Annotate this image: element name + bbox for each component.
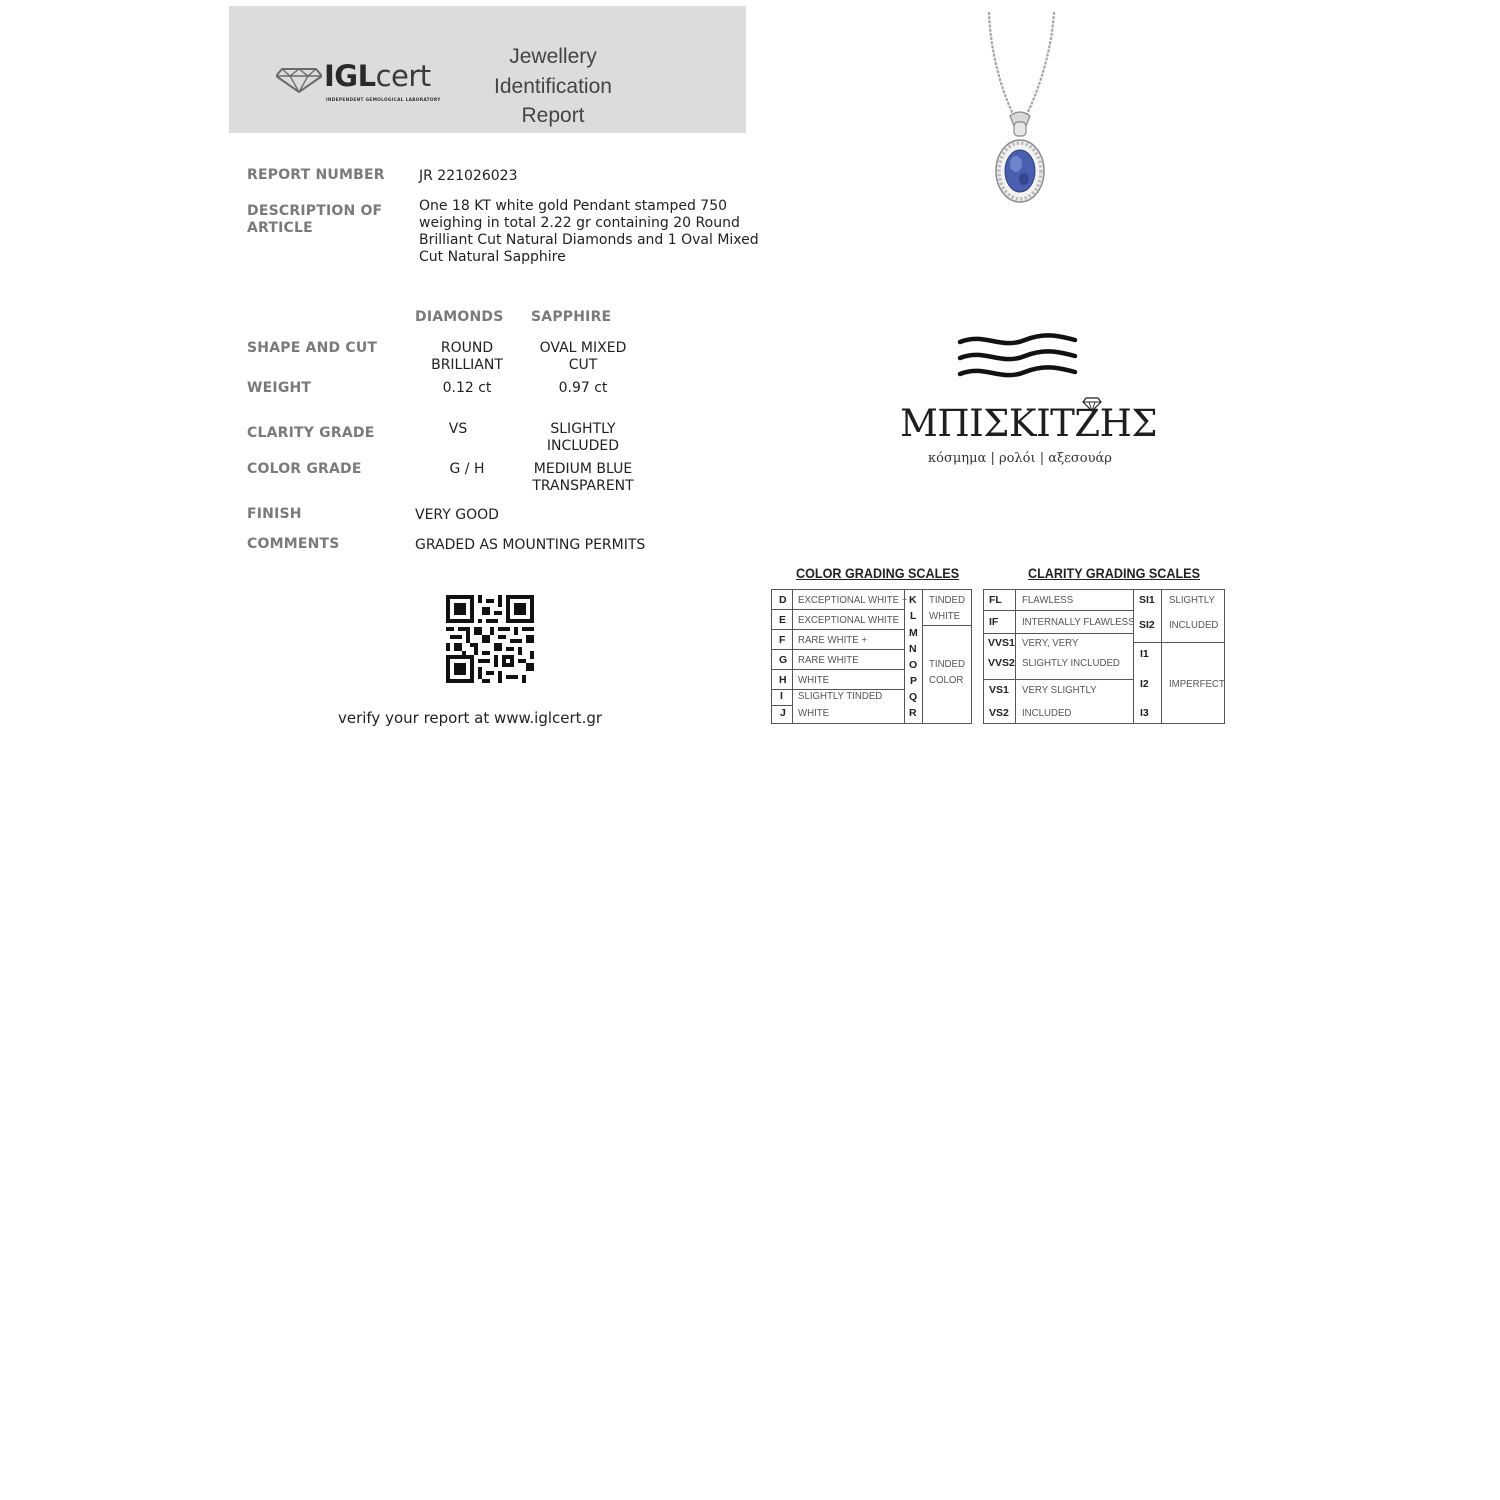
color-code: R [909,707,917,719]
color-group-label: WHITE [929,610,961,622]
color-label: EXCEPTIONAL WHITE [798,614,900,626]
color-group-label: TINDED [929,658,965,670]
comments-value: GRADED AS MOUNTING PERMITS [415,537,646,553]
clarity-label: FLAWLESS [1022,594,1074,606]
logo-subtitle: INDEPENDENT GEMOLOGICAL LABORATORY [326,98,441,103]
color-label: WHITE [798,674,830,686]
brand-waves-icon [955,330,1080,386]
clarity-code: I2 [1140,678,1149,690]
sapphire-weight-value: 0.97 ct [558,380,608,396]
diamonds-weight-value: 0.12 ct [442,380,492,396]
title-line: Identification [494,74,612,98]
diamonds-shape-value: ROUND BRILLIANT [431,340,503,373]
color-label: EXCEPTIONAL WHITE + [798,594,908,606]
shape-cut-label: SHAPE AND CUT [247,340,378,356]
clarity-code: VS1 [989,684,1009,696]
clarity-code: VVS2 [988,657,1015,669]
color-code: G [779,654,788,666]
color-label: RARE WHITE [798,654,859,666]
sapphire-color-value: MEDIUM BLUE TRANSPARENT [532,461,634,494]
color-code: K [909,594,917,606]
report-title [483,42,623,131]
color-grade-label: COLOR GRADE [247,461,362,477]
clarity-scale-table [983,589,1225,724]
color-code: D [779,594,787,606]
clarity-code: I1 [1140,648,1149,660]
logo-wordmark: IGLcert [324,59,431,93]
verify-report-text: verify your report at www.iglcert.gr [337,709,603,727]
color-label: SLIGHTLY TINDED [798,690,883,702]
color-group-label: TINDED [929,594,965,606]
weight-label: WEIGHT [247,380,312,396]
sapphire-column-header: SAPPHIRE [531,309,612,325]
color-code: J [780,707,786,719]
clarity-grade-label: CLARITY GRADE [247,425,375,441]
color-code: F [779,634,786,646]
comments-label: COMMENTS [247,536,340,552]
color-code: H [779,674,787,686]
clarity-label: VERY SLIGHTLY [1022,684,1097,696]
clarity-code: VS2 [989,707,1009,719]
clarity-code: FL [989,594,1002,606]
color-code: E [779,614,787,626]
pendant-photo [960,8,1080,208]
finish-value: VERY GOOD [415,507,499,523]
finish-label: FINISH [247,506,302,522]
diamond-icon [276,63,322,93]
qr-code-icon[interactable] [446,595,534,683]
report-number-label: REPORT NUMBER [247,167,385,183]
clarity-scale-title: CLARITY GRADING SCALES [1028,565,1200,581]
title-line: Jewellery [509,45,597,68]
clarity-code: IF [989,616,999,628]
diamonds-column-header: DIAMONDS [415,309,504,325]
report-number-value: JR 221026023 [419,168,518,184]
color-code: I [780,690,783,702]
brand-tagline: κόσμημα | ρολόι | αξεσουάρ [928,451,1112,466]
color-scale-title: COLOR GRADING SCALES [796,565,960,581]
clarity-label: SLIGHTLY INCLUDED [1022,657,1120,669]
diamonds-clarity-value: VS [448,421,468,437]
clarity-label: VERY, VERY [1022,637,1079,649]
color-group-label: COLOR [929,674,964,686]
color-scale-table [771,589,972,724]
iglcert-logo [276,61,451,109]
color-label: RARE WHITE + [798,634,867,646]
brand-name: ΜΠΙΣΚΙΤΖΗΣ [900,402,1157,445]
clarity-label: INCLUDED [1022,707,1072,719]
clarity-group-label: IMPERFECT [1169,678,1225,690]
color-code: N [909,643,917,655]
color-code: L [910,610,917,622]
clarity-group-label: INCLUDED [1169,619,1219,631]
diamonds-color-value: G / H [449,461,485,477]
clarity-code: VVS1 [988,637,1015,649]
clarity-code: SI2 [1139,619,1155,631]
color-label: WHITE [798,707,830,719]
clarity-code: SI1 [1139,594,1155,606]
color-code: P [910,675,918,687]
report-header [229,6,746,133]
sapphire-clarity-value: SLIGHTLY INCLUDED [546,421,620,454]
color-code: Q [909,691,918,703]
description-value: One 18 KT white gold Pendant stamped 750 weighing in total 2.22 gr containing 20 Round Brilliant Cut Natural Diamonds and 1 Oval Mixed Cut Natural Sapphire [419,198,759,265]
clarity-group-label: SLIGHTLY [1169,594,1215,606]
description-label: DESCRIPTION OF ARTICLE [247,203,383,236]
clarity-code: I3 [1140,707,1149,719]
color-code: M [909,627,918,639]
sapphire-shape-value: OVAL MIXED CUT [539,340,627,373]
color-code: O [909,659,918,671]
clarity-label: INTERNALLY FLAWLESS [1022,616,1135,628]
title-line: Report [521,104,585,127]
